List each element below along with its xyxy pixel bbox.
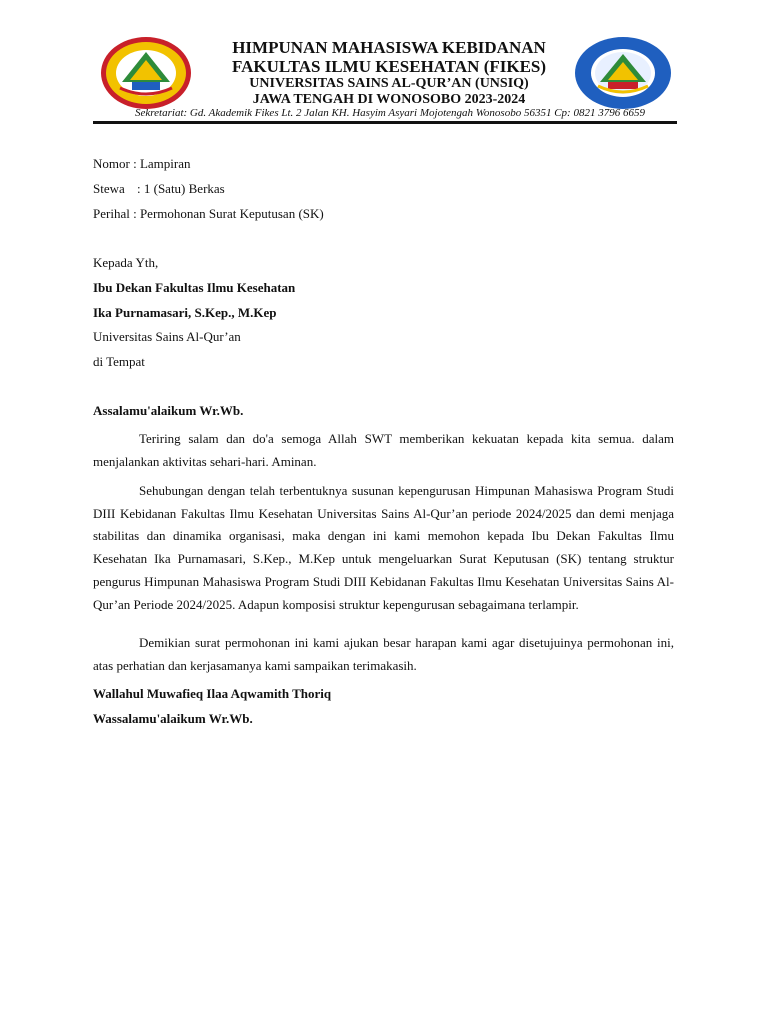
letterhead-org-line-3: UNIVERSITAS SAINS AL-QUR’AN (UNSIQ) bbox=[249, 76, 529, 91]
letterhead-divider bbox=[93, 121, 677, 124]
meta-nomor-label: Nomor : bbox=[93, 156, 140, 171]
recipient-heading: Kepada Yth, bbox=[93, 255, 159, 270]
meta-stewa-label: Stewa bbox=[93, 181, 125, 196]
meta-perihal bbox=[93, 206, 324, 222]
body-paragraph-2: Sehubungan dengan telah terbentuknya susunan kepengurusan Himpunan Mahasiswa Program Studi DIII Kebidanan Fakultas Ilmu Kesehatan Universitas Sains Al-Qur’an periode 2024/2025 dan demi menjaga stabilitas dan dinamika organisasi, maka dengan ini kami memohon kepada Ibu Dekan Fakultas Ilmu Kesehatan Ika Purnamasari, S.Kep., M.Kep untuk mengeluarkan Surat Keputusan (SK) tentang struktur pengurus Himpunan Mahasiswa Program Studi DIII Kebidanan Fakultas Ilmu Kesehatan Universitas Sains Al-Qur’an Periode 2024/2025. Adapun komposisi struktur kepengurusan sebagaimana terlampir. bbox=[93, 483, 674, 612]
recipient-institution: Universitas Sains Al-Qur’an bbox=[93, 329, 241, 344]
closing-greeting: Wassalamu'alaikum Wr.Wb. bbox=[93, 711, 253, 726]
body-paragraph-3: Demikian surat permohonan ini kami ajukan besar harapan kami agar disetujuinya permohonan ini, atas perhatian dan kerjasamanya kami sampaikan terimakasih. bbox=[93, 635, 674, 673]
recipient-name: Ika Purnamasari, S.Kep., M.Kep bbox=[93, 305, 277, 320]
meta-stewa bbox=[93, 181, 225, 197]
letterhead-org-line-2: FAKULTAS ILMU KESEHATAN (FIKES) bbox=[231, 57, 547, 76]
opening-greeting: Assalamu'alaikum Wr.Wb. bbox=[93, 403, 244, 418]
meta-perihal-value: Permohonan Surat Keputusan (SK) bbox=[139, 206, 324, 221]
meta-stewa-value: : 1 (Satu) Berkas bbox=[137, 181, 225, 196]
body-paragraph-1: Teriring salam dan do'a semoga Allah SWT memberikan kekuatan kepada kita semua. dalam menjalankan aktivitas sehari-hari. Aminan. bbox=[93, 431, 674, 469]
letterhead-address: Sekretariat: Gd. Akademik Fikes Lt. 2 Jalan KH. Hasyim Asyari Mojotengah Wonosobo 56351 Cp: 0821 3796 6659 bbox=[135, 107, 645, 119]
meta-nomor-value: Lampiran bbox=[139, 156, 191, 171]
meta-nomor bbox=[93, 156, 191, 172]
recipient-title: Ibu Dekan Fakultas Ilmu Kesehatan bbox=[93, 280, 296, 295]
closing-line-1: Wallahul Muwafieq Ilaa Aqwamith Thoriq bbox=[93, 686, 332, 701]
meta-perihal-label: Perihal : bbox=[93, 206, 140, 221]
recipient-place: di Tempat bbox=[93, 354, 145, 369]
letterhead-org-line-1: HIMPUNAN MAHASISWA KEBIDANAN bbox=[232, 38, 546, 57]
letterhead-org-line-4: JAWA TENGAH DI WONOSOBO 2023-2024 bbox=[252, 92, 526, 107]
university-seal-icon bbox=[100, 36, 192, 110]
hima-seal-icon bbox=[574, 36, 672, 110]
